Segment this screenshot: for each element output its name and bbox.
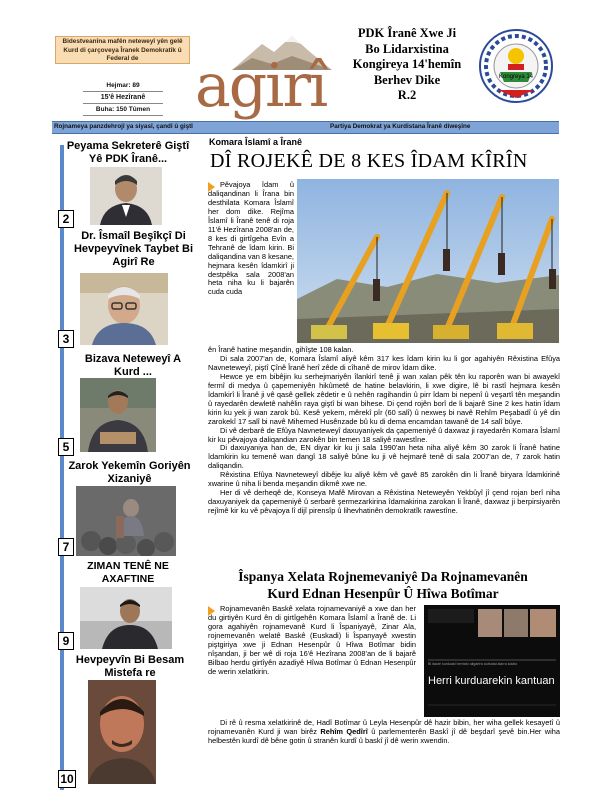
article-paragraph: Di sala 2007'an de, Komara Îslamî aliyê kêm 317 kes îdam kirin ku li gor agahiyên Rêxistina Efûya Navneteweyî, piştî Çînê Îranê herî zêde di cîhanê de mirov îdam dike. [208,353,560,372]
poster-subcaption: Bi itaute kurduaki berriato aligartra aurkatai alarra koiato [428,662,518,666]
poster-caption: Herri kurduarekin kantuan [428,675,555,687]
newspaper-logo: agirî [195,51,327,121]
article-body [208,346,560,516]
sidebar-item-title[interactable]: Hevpeyvîn Bi Besam Mistefa re [75,654,185,679]
article-paragraph: Her di vê derheqê de, Konseya Mafê Mirovan a Rêxistina Neteweyên Yekbûyî jî çend rojan berî niha daxuyaniyek da çapemeniyê û serbarê şermezarkirina îdamakirina zarokan li Îranê, daxwaz ji berpirsiyarên rejîmê kir ku vê pêvajoya lî dijî pirensîp û lihevhatinên demokratîk rawestîne. [208,488,560,516]
photo-award-poster [424,605,560,717]
sidebar-item-title[interactable]: ZIMAN TENÊ NE AXAFTINE [87,560,169,585]
article-headline[interactable] [208,568,558,602]
article-headline[interactable]: DÎ ROJEKÊ DE 8 KES ÎDAM KÎRÎN [210,150,528,172]
header-line-1: PDK Îranê Xwe Ji [357,26,457,40]
page-number-badge: 10 [58,770,76,788]
article-intro-column: Rojnamevanên Baskê xelata rojnamevaniyê a xwe dan her du girtiyên Kurd ên di girtîgehên Komara Îslamî a Îranê de. Li gora agahiyên rojnamevanê Kurd li Îspaniyayê, Zinar Ala, rojnemevanên welatê Baskê (Euskadi) li Îspanyayê xwestin piştgiriya xwe ji Ednan Hesenpûr û Hîwa Botîmar bidin nîşandan, ji ber wê di roja 16'ê Hezîrana 2008'an de li bajarê Bilbao herdu girtîyên azadiyê Hîwa Botîmar û Ednan Hesenpûr de werin xelatkirin. [208,604,416,676]
svg-text:Kongreya 14: Kongreya 14 [498,74,534,80]
photo-child-poverty [76,486,176,556]
article-body [208,719,560,746]
paragraph-text: Di rê û resma xelatkirinê de, Hadî Botîmar û Leyla Hesenpûr dê hazir bibin, her wiha gellek kesayetî û rojnamevanên Kurd ji wan birêz [208,718,560,736]
photo-national-movement [80,378,156,452]
header-headline [342,26,472,104]
issue-number: Hejmar: 89 [83,80,163,92]
article-paragraph: ên Îranê hatine meşandin, gihîşte 108 kalan. [208,345,354,354]
banner-right-text: Partiya Demokrat ya Kurdistana Îranê diweşîne [330,123,471,130]
photo-language-article [80,587,172,649]
issue-price: Buha: 150 Tûmen [83,104,163,116]
page-number-badge: 2 [58,210,74,228]
page-number-badge: 7 [58,538,74,556]
header-line-3: Kongireya 14'hemîn [352,57,462,71]
article-paragraph: Di daxuyaniya han de, EN diyar kir ku ji sala 1990'an heta niha aliyê kêm 30 zarok li Îranê hatine îdamkirin ku temenê wan dangî 18 saliyê bûne ku ji vê hejmarê tenê di sala 2007'an de, 7 zarok hatin daliqandin. [208,443,560,471]
photo-ismail-besikci [80,273,168,345]
photo-secretary-general [90,167,162,225]
issue-date: 15'ê Hezîranê [83,92,163,104]
sidebar-item-title[interactable]: Zarok Yekemîn Goriyên Xizaniyê [68,460,191,485]
article-paragraph [208,719,560,746]
article-paragraph: Hewce ye em bibêjin ku serhejmariyên îlankirî tenê ji wan xalan pêk tên ku raporên wan bi awayekî fermî di medya û çapemeniyên hikûmetê de hatine belavkirin, li xwe digire, lê bi rastî hejmara kesên îdamkirî li Îranê ji vê qasê gellek zêdetir e û nehên ragihandin û pirr îdam bi nepenî û veşartî tên meşandin û rayedarên dewletê nahêlin raya giştî bi wan bihese. Di çend rojên borî de li bajarê Sine 2 kes hatin îdam kirin ku yek ji wan zarok bû. Kesê yekem, mêrekî pîr (60 salî) û nexweş bi navê Rehîm Peşabadî û yê din zarokekî 17 salî bi navê Mihemed Husênzade bû ku di dema encamdan tawanê de 14 salî bûye. [208,371,560,426]
person-name: Rehîm Qedîrî [320,726,368,736]
headline-line: Kurd Ednan Hesenpûr Û Hîwa Botîmar [267,586,499,601]
article-intro-column: Pêvajoya îdam û daliqandinan li Îrana bin desthilata Komara Îslamî her dom dike. Rejîma Îslamî li Îranê tenê di roja 11'ê Hezîrana 2008'an de, 8 kes di girtîgeha Evîn a Tehranê de îdam kirin. Bi daliqandina van 8 kesane, hejmara kesên îdamkirî ji destpêka sala 2008'an heta niha ku li bajarên cuda cuda [208,180,294,297]
article-paragraph: Rêxistina Efûya Navneteweyî dibêje ku aliyê kêm vê gavê 85 zarokên din li Îranê biryara îdamkirinê xwarine û niha li benda meşandin dikmê xwe ne. [208,470,560,489]
header-line-2: Bo Lidarxistina [365,41,449,56]
sidebar-item-title[interactable]: Bizava Neteweyî A Kurd ... [84,353,182,378]
sidebar-item-title[interactable]: Peyama Sekreterê Giştî Yê PDK Îranê... [66,140,190,165]
sidebar-item-title[interactable]: Dr. Îsmaîl Beşîkçî Di Hevpeyvînek Taybet Bi Agirî Re [73,230,193,268]
header-line-4: Berhev Dike [373,72,441,87]
photo-execution-cranes [297,179,559,343]
article-paragraph: Di vê derbarê de Efûya Navneteweyî daxuyaniyek da çapemeniyê û daxwaz ji rayedarên Komara Îslamî kir ku pêvajoya daliqandian zarokên bin temen 18 saliyê rawestîne. [208,425,560,444]
paragraph-text: û parlementerên Baskî jî dê beşdarî şevê bin.Her wiha helbestên kurdî dê bêne gotin û stranên kurdî û baskî jî dê werin xwendin. [208,726,561,745]
headline-line: Îspanya Xelata Rojnemevaniyê Da Rojnamevanên [238,569,528,584]
article-kicker: Komara Îslamî a Îranê [209,137,303,147]
top-banner-bar [52,121,559,134]
banner-left-text: Rojnameya panzdehrojî ya siyasî, çandî û giştî [54,123,193,130]
photo-besam-mistefa [88,680,156,784]
issue-info [83,80,163,116]
party-emblem-icon [478,26,554,106]
tagline-box [55,36,190,64]
tagline: Bidestveanîna mafên neteweyî yên gelê Kurd di çarçoveya Îranek Demokratîk û Federal de [62,38,183,62]
header-line-5: R.2 [397,88,417,102]
page-number-badge: 5 [58,438,74,456]
page-number-badge: 9 [58,632,74,650]
page-number-badge: 3 [58,330,74,348]
